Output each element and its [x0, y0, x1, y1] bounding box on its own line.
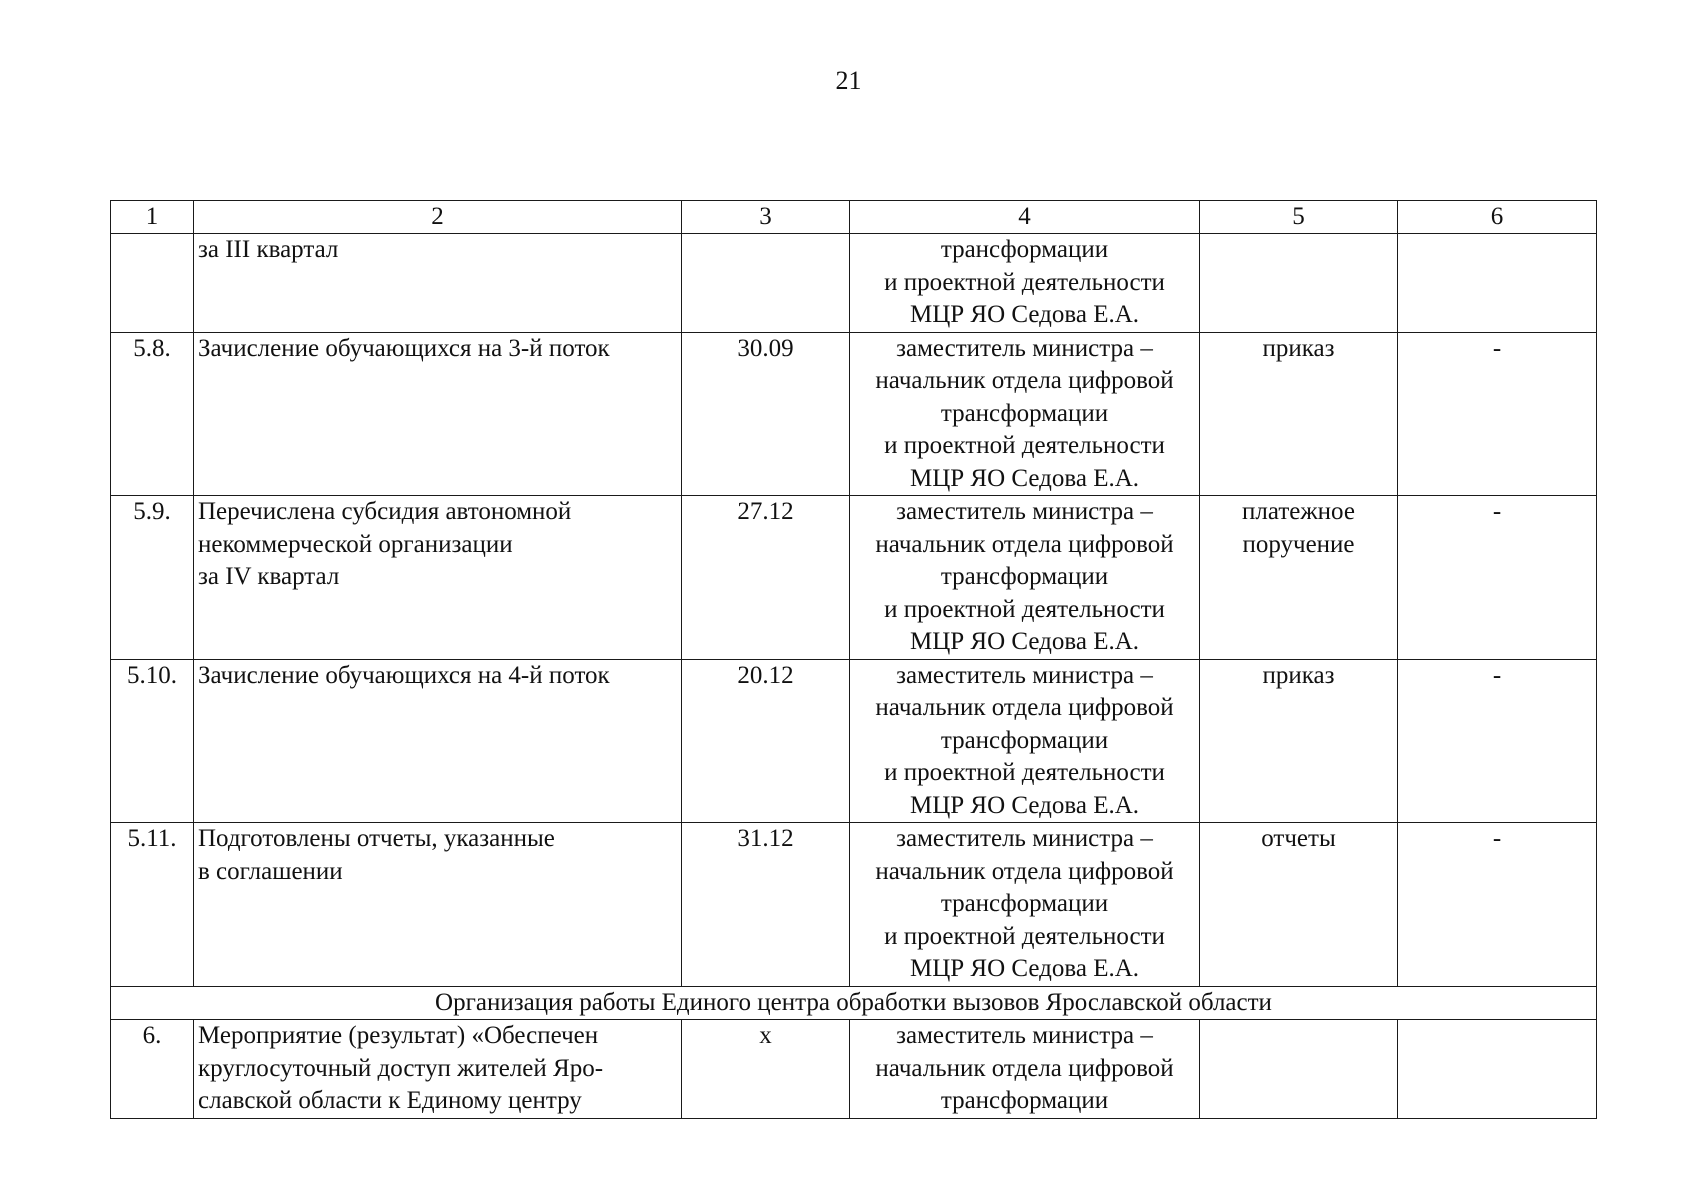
table-header-row — [111, 201, 1597, 234]
column-header-4: 4 — [850, 201, 1200, 234]
row-note: - — [1398, 496, 1597, 660]
cell-line: заместитель министра – — [896, 661, 1153, 689]
row-document — [1200, 332, 1398, 496]
cell-line: начальник отдела цифровой — [875, 530, 1174, 558]
column-header-2: 2 — [194, 201, 682, 234]
plan-table — [110, 200, 1597, 1119]
cell-line: и проектной деятельности — [884, 268, 1165, 296]
cell-line: трансформации — [940, 236, 1109, 263]
row-title — [194, 332, 682, 496]
cell-line: Подготовлены отчеты, указанные — [198, 825, 555, 852]
page-number: 21 — [835, 66, 862, 95]
table-row — [111, 496, 1597, 660]
row-number — [111, 234, 194, 333]
cell-line: круглосуточный доступ жителей Яро- — [198, 1054, 604, 1082]
cell-line: и проектной деятельности — [884, 595, 1165, 623]
row-document — [1200, 659, 1398, 823]
section-row — [111, 986, 1597, 1020]
cell-line: заместитель министра – — [896, 825, 1153, 852]
cell-line: за III квартал — [198, 236, 339, 263]
cell-line: и проектной деятельности — [884, 432, 1165, 459]
row-title — [194, 234, 682, 333]
row-number: 5.9. — [111, 496, 194, 660]
cell-line: трансформации — [940, 890, 1109, 917]
row-date: 20.12 — [682, 659, 850, 823]
row-note: - — [1398, 823, 1597, 987]
cell-line: Зачисление обучающихся на 3-й поток — [198, 334, 610, 362]
row-number: 5.10. — [111, 659, 194, 823]
cell-line: МЦР ЯО Седова Е.А. — [909, 791, 1140, 819]
table-row — [111, 332, 1597, 496]
column-header-6: 6 — [1398, 201, 1597, 234]
cell-line: отчеты — [1261, 825, 1336, 852]
cell-line: начальник отдела цифровой — [875, 694, 1174, 721]
row-note — [1398, 1020, 1597, 1119]
cell-line: трансформации — [940, 563, 1109, 590]
cell-line: трансформации — [940, 399, 1109, 427]
table-row — [111, 659, 1597, 823]
cell-line: заместитель министра – — [896, 1022, 1153, 1049]
row-date — [682, 234, 850, 333]
cell-line: приказ — [1262, 334, 1335, 362]
cell-line: за IV квартал — [198, 563, 340, 590]
row-responsible — [850, 496, 1200, 660]
cell-line: МЦР ЯО Седова Е.А. — [909, 464, 1140, 492]
table-row — [111, 234, 1597, 333]
row-note: - — [1398, 659, 1597, 823]
cell-line: Зачисление обучающихся на 4-й поток — [198, 661, 610, 689]
cell-line: заместитель министра – — [896, 334, 1153, 362]
cell-line: славской области к Единому центру — [198, 1087, 582, 1114]
row-date: х — [682, 1020, 850, 1119]
row-date: 31.12 — [682, 823, 850, 987]
row-note: - — [1398, 332, 1597, 496]
cell-line: Мероприятие (результат) «Обеспечен — [198, 1022, 599, 1049]
row-date: 27.12 — [682, 496, 850, 660]
row-responsible — [850, 659, 1200, 823]
cell-line: трансформации — [940, 1087, 1109, 1114]
row-responsible — [850, 1020, 1200, 1119]
row-note — [1398, 234, 1597, 333]
table-row — [111, 1020, 1597, 1119]
row-number: 5.11. — [111, 823, 194, 987]
row-number: 5.8. — [111, 332, 194, 496]
cell-line: поручение — [1242, 530, 1355, 558]
cell-line: в соглашении — [198, 857, 343, 885]
column-header-1: 1 — [111, 201, 194, 234]
cell-line: Перечислена субсидия автономной — [198, 498, 572, 525]
cell-line: приказ — [1262, 661, 1335, 689]
cell-line: МЦР ЯО Седова Е.А. — [909, 955, 1140, 982]
table-row — [111, 823, 1597, 987]
cell-line: и проектной деятельности — [884, 759, 1165, 786]
section-title: Организация работы Единого центра обработки вызовов Ярославской области — [111, 986, 1597, 1020]
row-document — [1200, 1020, 1398, 1119]
row-date: 30.09 — [682, 332, 850, 496]
cell-line: начальник отдела цифровой — [875, 367, 1174, 394]
column-header-3: 3 — [682, 201, 850, 234]
cell-line: МЦР ЯО Седова Е.А. — [909, 628, 1140, 655]
cell-line: МЦР ЯО Седова Е.А. — [909, 301, 1140, 328]
cell-line: некоммерческой организации — [198, 530, 513, 558]
row-responsible — [850, 332, 1200, 496]
row-responsible — [850, 234, 1200, 333]
row-document — [1200, 823, 1398, 987]
row-title — [194, 823, 682, 987]
row-title — [194, 496, 682, 660]
cell-line: заместитель министра – — [896, 498, 1153, 525]
row-number: 6. — [111, 1020, 194, 1119]
row-title — [194, 1020, 682, 1119]
row-document — [1200, 234, 1398, 333]
cell-line: начальник отдела цифровой — [875, 1054, 1174, 1082]
cell-line: трансформации — [940, 726, 1109, 754]
row-document — [1200, 496, 1398, 660]
cell-line: начальник отдела цифровой — [875, 857, 1174, 885]
row-title — [194, 659, 682, 823]
cell-line: и проектной деятельности — [884, 922, 1165, 950]
column-header-5: 5 — [1200, 201, 1398, 234]
cell-line: платежное — [1242, 498, 1355, 525]
row-responsible — [850, 823, 1200, 987]
